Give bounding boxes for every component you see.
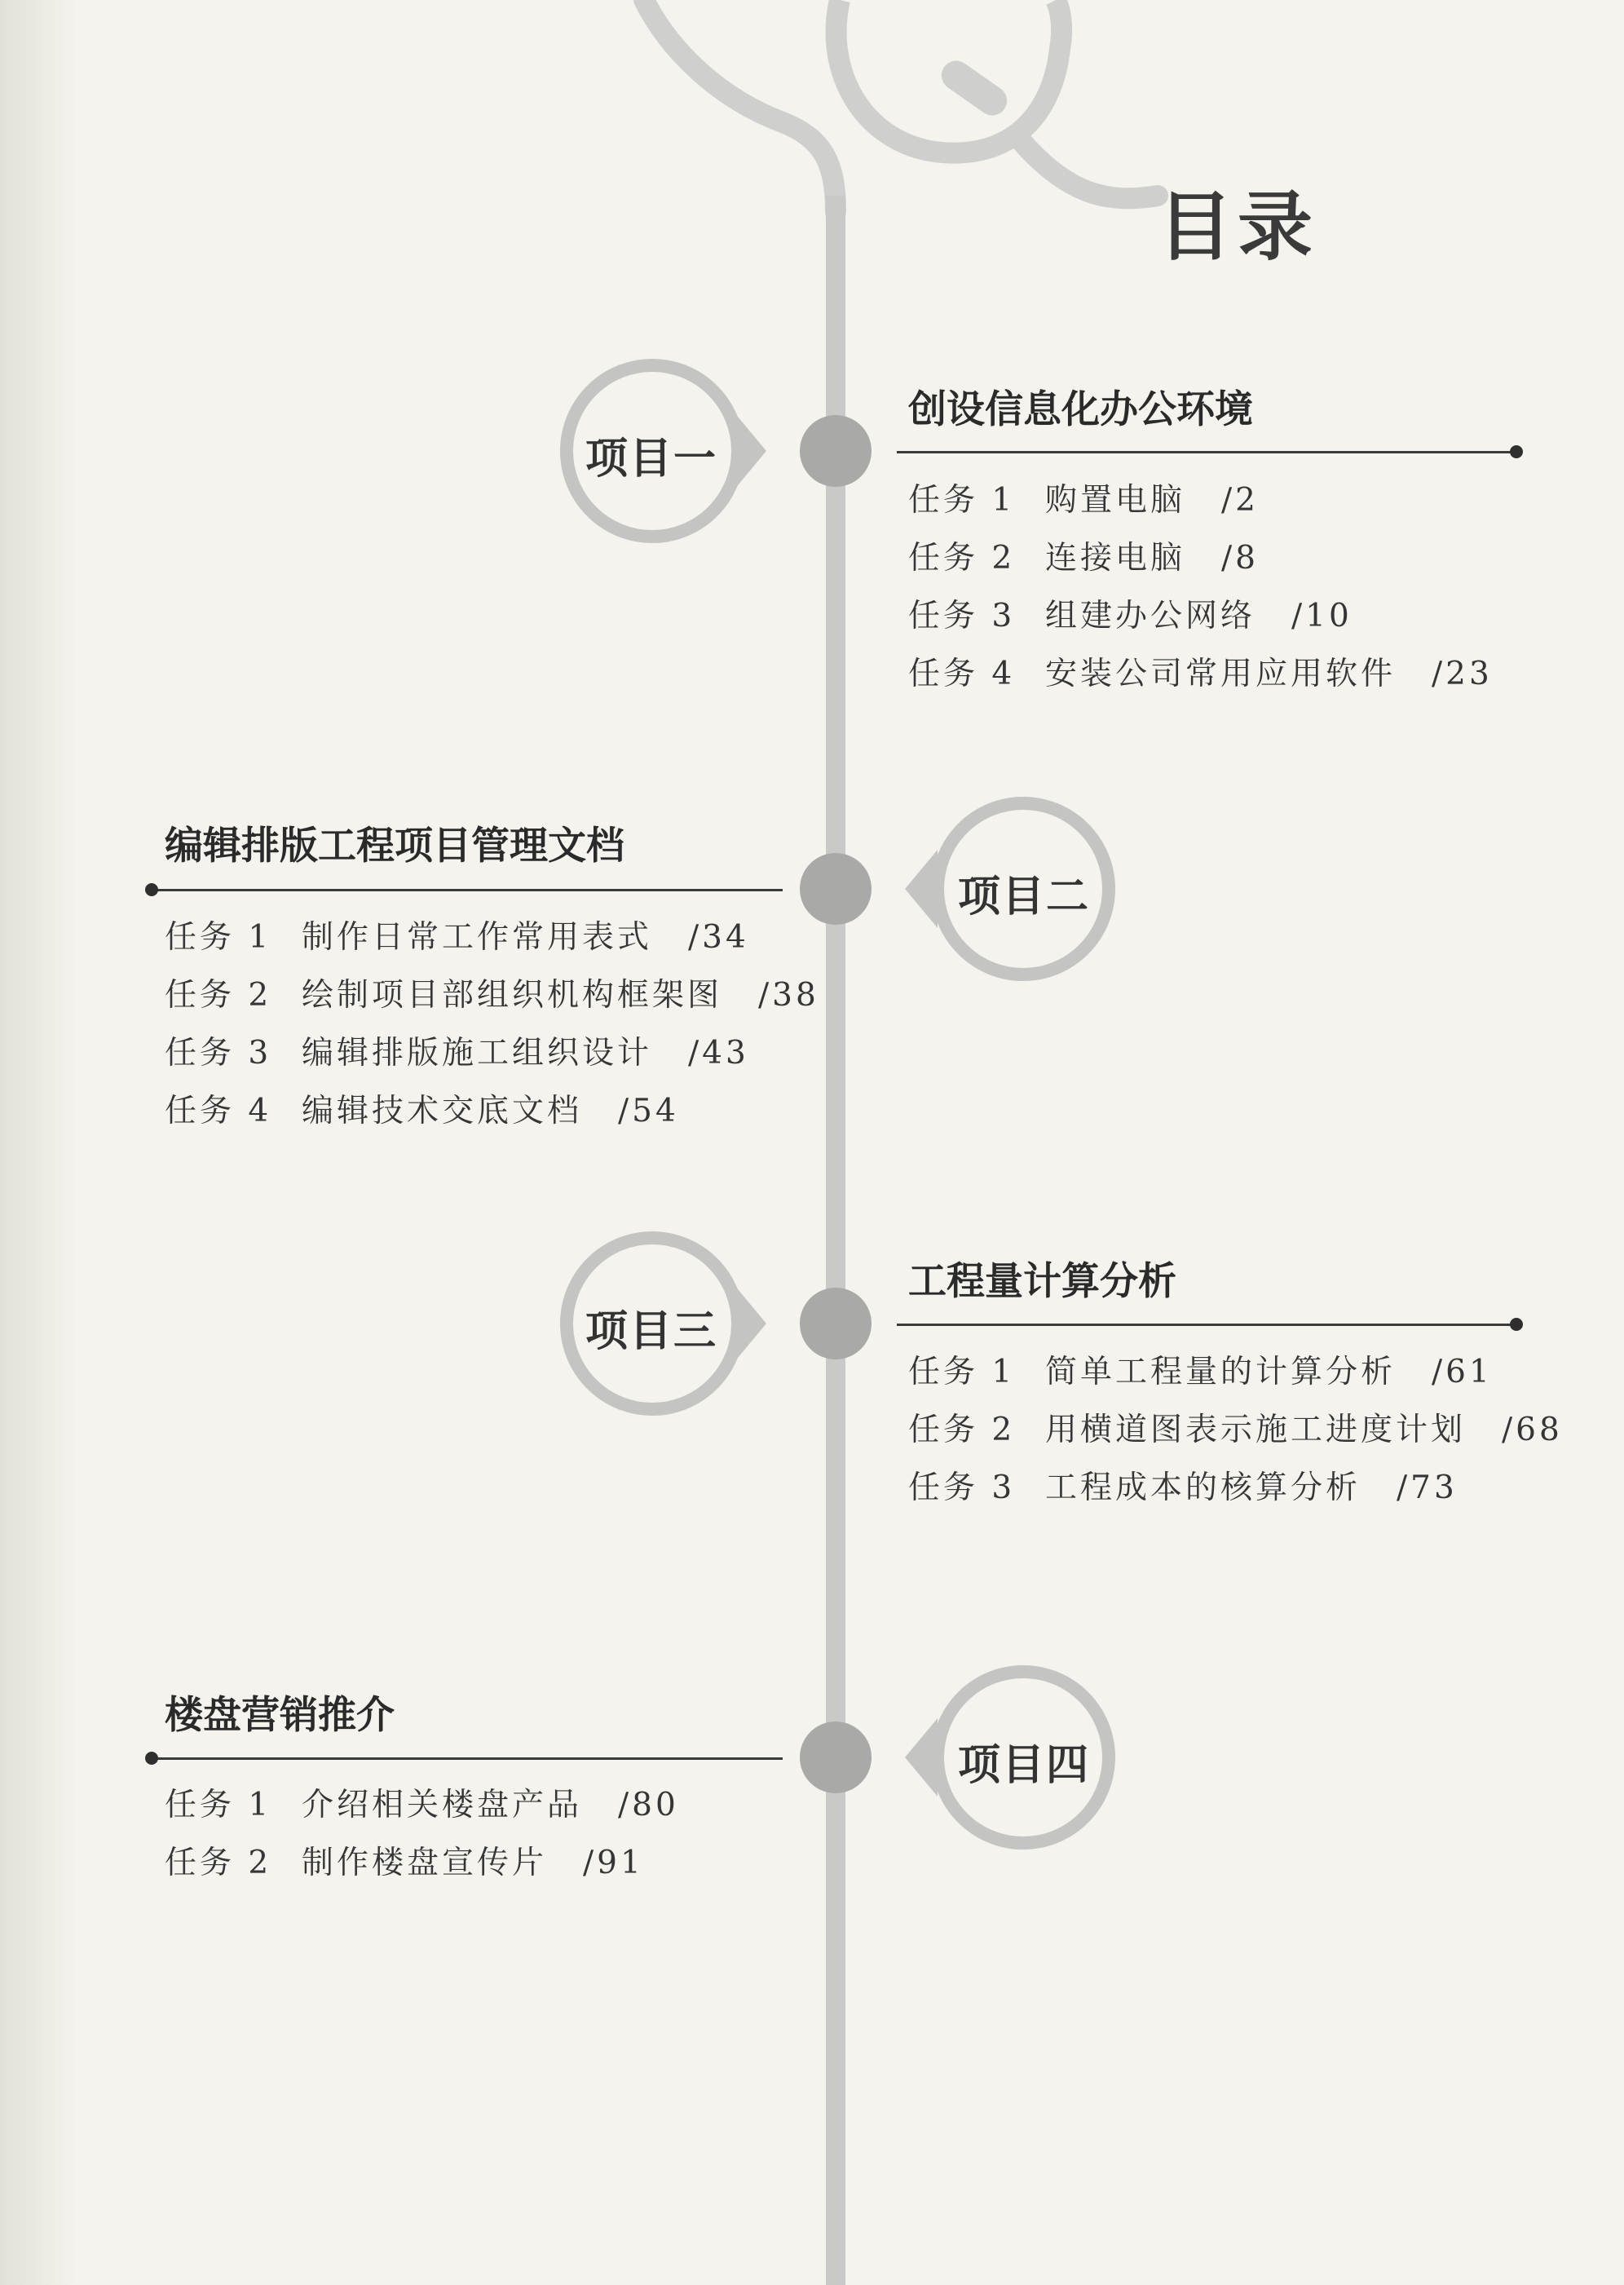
project-title-4[interactable]: 楼盘营销推介 [165, 1693, 395, 1738]
timeline-node-3 [800, 1288, 872, 1359]
page-title: 目录 [1158, 183, 1318, 271]
task-page: /61 [1432, 1354, 1493, 1390]
project-rule-dot-4 [145, 1752, 158, 1765]
project-rule-2 [155, 889, 783, 891]
magnifier-decoration-icon [644, 0, 836, 212]
project-badge-2: 项目二 [958, 873, 1091, 922]
task-page: /80 [618, 1787, 679, 1823]
task-page: /91 [583, 1845, 644, 1881]
timeline-node-4 [800, 1721, 872, 1793]
project-rule-1 [897, 451, 1516, 453]
magnifier-handle-icon [1019, 139, 1158, 198]
project-badge-4: 项目四 [958, 1741, 1091, 1790]
task-list-4 [165, 1776, 679, 1892]
task-list-2 [165, 908, 819, 1140]
task-page: /34 [688, 919, 749, 956]
task-page: /10 [1291, 598, 1353, 634]
project-title-1[interactable]: 创设信息化办公环境 [908, 387, 1253, 432]
task-list-3 [908, 1343, 1563, 1517]
timeline-spine [826, 196, 845, 2285]
task-item[interactable]: 任务 3 编辑排版施工组织设计 /43 [165, 1035, 749, 1072]
task-item[interactable]: 任务 1 简单工程量的计算分析 /61 [908, 1354, 1493, 1390]
task-page: /2 [1221, 482, 1259, 519]
task-item[interactable]: 任务 2 用横道图表示施工进度计划 /68 [908, 1412, 1563, 1448]
task-item[interactable]: 任务 2 制作楼盘宣传片 /91 [165, 1845, 644, 1881]
task-page: /8 [1221, 540, 1259, 577]
task-page: /68 [1502, 1412, 1563, 1448]
project-rule-dot-1 [1510, 445, 1523, 458]
task-item[interactable]: 任务 2 连接电脑 /8 [908, 540, 1259, 577]
timeline-node-1 [800, 415, 872, 487]
task-item[interactable]: 任务 2 绘制项目部组织机构框架图 /38 [165, 977, 819, 1014]
task-page: /43 [688, 1035, 749, 1072]
task-page: /73 [1397, 1470, 1458, 1506]
task-item[interactable]: 任务 4 安装公司常用应用软件 /23 [908, 656, 1493, 692]
project-rule-4 [155, 1757, 783, 1760]
project-rule-dot-2 [145, 883, 158, 896]
task-item[interactable]: 任务 3 组建办公网络 /10 [908, 598, 1353, 634]
task-page: /23 [1432, 656, 1493, 692]
task-item[interactable]: 任务 3 工程成本的核算分析 /73 [908, 1470, 1458, 1506]
task-item[interactable]: 任务 4 编辑技术交底文档 /54 [165, 1093, 679, 1129]
task-page: /38 [758, 977, 819, 1014]
task-list-1 [908, 471, 1493, 703]
magnifier-glint-icon [936, 55, 1013, 121]
project-badge-3: 项目三 [585, 1307, 718, 1356]
project-title-2[interactable]: 编辑排版工程项目管理文档 [165, 824, 624, 868]
project-rule-dot-3 [1510, 1318, 1523, 1331]
task-page: /54 [618, 1093, 679, 1129]
project-badge-1: 项目一 [585, 435, 718, 484]
task-item[interactable]: 任务 1 购置电脑 /2 [908, 482, 1259, 519]
project-title-3[interactable]: 工程量计算分析 [908, 1259, 1176, 1304]
task-item[interactable]: 任务 1 介绍相关楼盘产品 /80 [165, 1787, 679, 1823]
project-rule-3 [897, 1324, 1516, 1326]
task-item[interactable]: 任务 1 制作日常工作常用表式 /34 [165, 919, 749, 956]
